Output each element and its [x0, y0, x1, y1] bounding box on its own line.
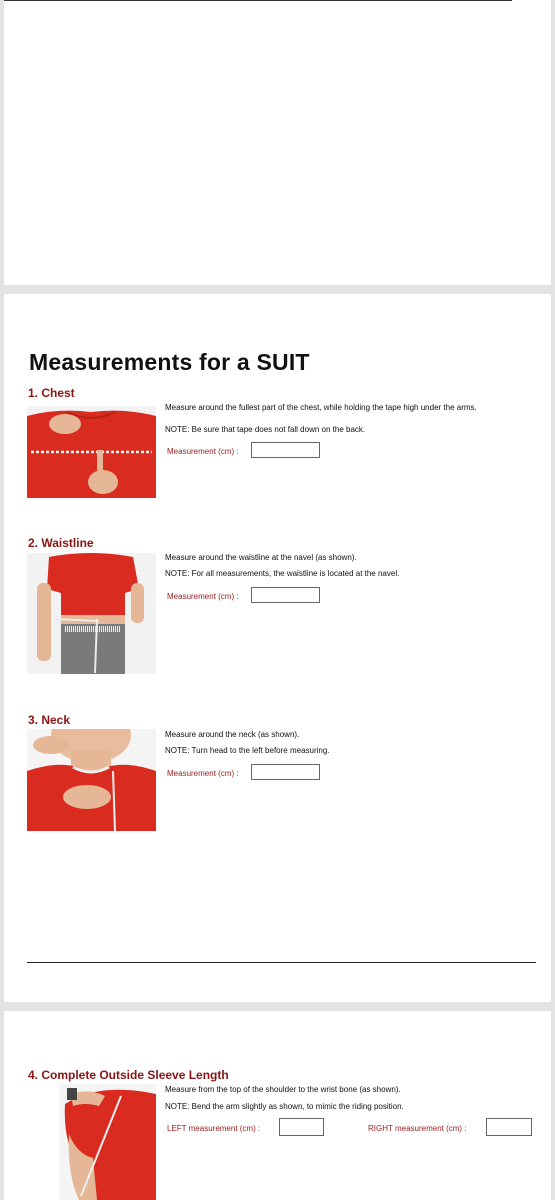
neck-photo [27, 729, 156, 831]
left-sleeve-measurement-label: LEFT measurement (cm) : [167, 1124, 261, 1133]
page-1 [4, 0, 551, 285]
chest-measurement-label: Measurement (cm) : [167, 447, 239, 456]
neck-note: NOTE: Turn head to the left before measuring. [165, 746, 330, 755]
page-3 [4, 1011, 551, 1200]
right-sleeve-measurement-input[interactable] [486, 1118, 532, 1136]
waistline-instruction: Measure around the waistline at the navel (as shown). [165, 553, 357, 562]
neck-measurement-label: Measurement (cm) : [167, 769, 239, 778]
chest-instruction: Measure around the fullest part of the chest, while holding the tape high under the arms. [165, 403, 477, 412]
neck-measurement-input[interactable] [251, 764, 320, 780]
sleeve-instruction: Measure from the top of the shoulder to the wrist bone (as shown). [165, 1085, 401, 1094]
neck-instruction: Measure around the neck (as shown). [165, 730, 300, 739]
waistline-note: NOTE: For all measurements, the waistline is located at the navel. [165, 569, 400, 578]
waistline-measurement-input[interactable] [251, 587, 320, 603]
sleeve-photo [59, 1084, 156, 1200]
sleeve-note: NOTE: Bend the arm slightly as shown, to mimic the riding position. [165, 1102, 404, 1111]
page-top-rule [4, 0, 512, 1]
chest-photo [27, 406, 156, 498]
waistline-photo [27, 553, 156, 674]
section-heading-neck: 3. Neck [28, 713, 71, 727]
chest-note: NOTE: Be sure that tape does not fall down on the back. [165, 425, 366, 434]
page-divider [27, 962, 536, 963]
waistline-measurement-label: Measurement (cm) : [167, 592, 239, 601]
section-heading-sleeve-length: 4. Complete Outside Sleeve Length [28, 1068, 229, 1082]
page-title: Measurements for a SUIT [29, 349, 310, 375]
chest-measurement-input[interactable] [251, 442, 320, 458]
right-sleeve-measurement-label: RIGHT measurement (cm) : [368, 1124, 467, 1133]
left-sleeve-measurement-input[interactable] [279, 1118, 324, 1136]
section-heading-waistline: 2. Waistline [28, 536, 94, 550]
page-2 [4, 294, 551, 1002]
section-heading-chest: 1. Chest [28, 386, 75, 400]
